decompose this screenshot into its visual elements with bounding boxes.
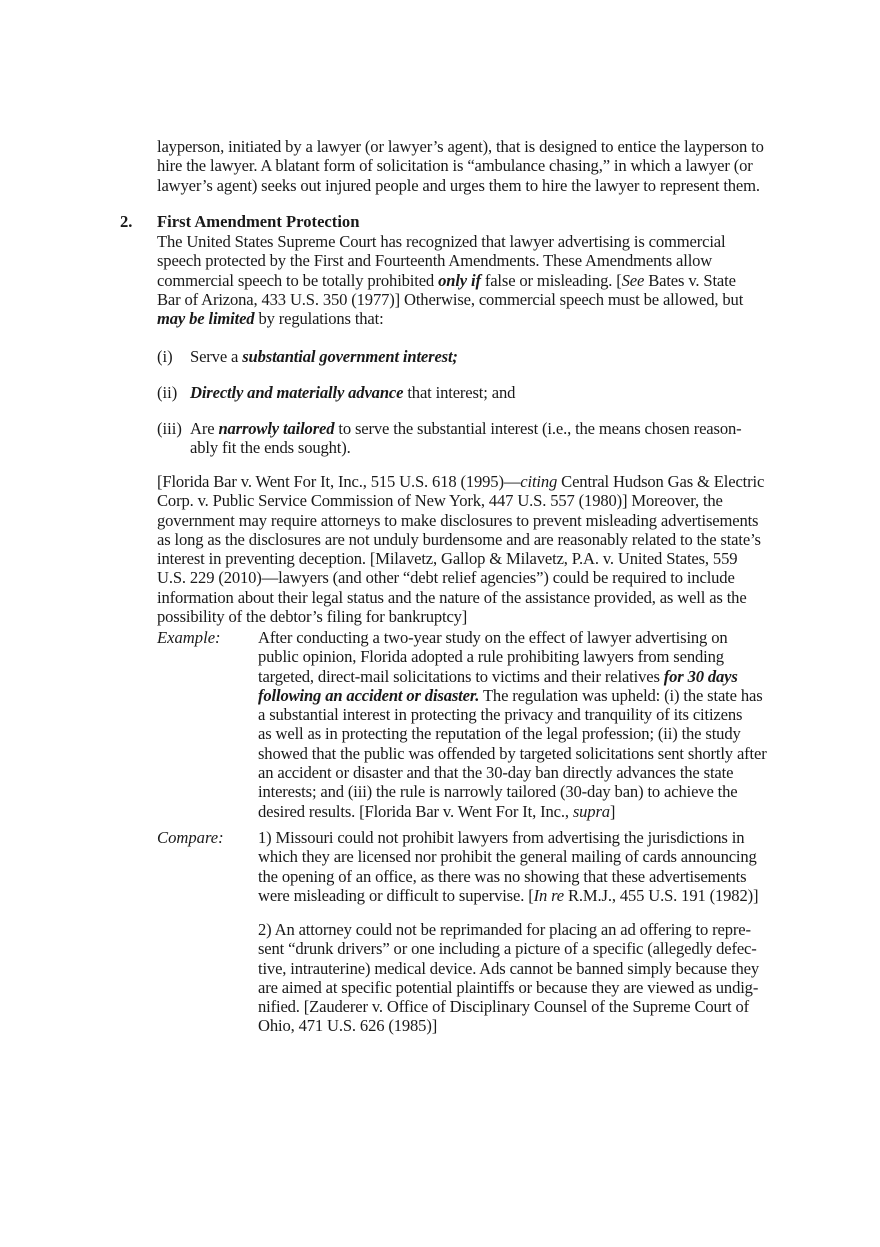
text-run: to serve the substantial interest (i.e., the means chosen reason- <box>334 419 742 438</box>
text-run: 2) An attorney could not be reprimanded for placing an ad offering to repre- <box>258 920 751 939</box>
text-line <box>258 782 767 801</box>
section-body <box>157 232 743 328</box>
text-run: R.M.J., 455 U.S. 191 (1982)] <box>564 885 759 905</box>
emphasized-text: narrowly tailored <box>218 419 335 438</box>
text-line <box>157 156 764 175</box>
text-line <box>258 724 767 743</box>
text-run: are aimed at specific potential plaintiffs or because they are viewed as undig- <box>258 977 759 997</box>
criterion-label: (iii) <box>157 419 182 438</box>
emphasized-text: for 30 days <box>663 666 738 686</box>
text-line <box>190 419 742 438</box>
emphasized-text: may be limited <box>157 309 255 329</box>
compare-item <box>258 828 758 905</box>
text-line <box>258 802 767 821</box>
text-line <box>157 309 743 328</box>
criterion-text <box>190 419 742 458</box>
text-line <box>157 137 764 156</box>
criterion-text <box>190 347 458 366</box>
text-line <box>157 176 764 195</box>
text-line <box>190 383 515 402</box>
text-run: the opening of an office, as there was no showing that these advertisements <box>258 866 747 886</box>
text-line <box>258 959 759 978</box>
text-line <box>258 705 767 724</box>
text-run: showed that the public was offended by targeted solicitations sent shortly after <box>258 743 767 763</box>
emphasized-text: following an accident or disaster. <box>258 685 480 705</box>
text-line <box>258 886 758 905</box>
text-run: a substantial interest in protecting the privacy and tranquility of its citizens <box>258 705 743 725</box>
text-run: Serve a <box>190 347 243 366</box>
emphasized-text: supra <box>572 801 610 821</box>
text-run: The United States Supreme Court has recognized that lawyer advertising is commercial <box>157 232 726 251</box>
text-run: lawyer’s agent) seeks out injured people and urges them to hire the lawyer to represent them. <box>157 175 760 195</box>
text-run: Bates v. State <box>644 270 736 290</box>
emphasized-text: See <box>621 270 645 290</box>
text-line <box>157 472 764 491</box>
text-run: U.S. 229 (2010)—lawyers (and other “debt relief agencies”) could be required to include <box>157 568 735 588</box>
example-label: Example: <box>157 628 221 647</box>
text-line <box>258 828 758 847</box>
section-title: First Amendment Protection <box>157 212 360 231</box>
text-run: by regulations that: <box>254 309 384 329</box>
criterion-label: (ii) <box>157 383 178 402</box>
emphasized-text: Directly and materially advance <box>190 383 404 402</box>
text-run: targeted, direct-mail solicitations to victims and their relatives <box>258 666 664 686</box>
text-line <box>157 232 743 251</box>
text-line <box>258 1016 759 1035</box>
text-run: tive, intrauterine) medical device. Ads cannot be banned simply because they <box>258 958 759 978</box>
citation-paragraph <box>157 472 764 626</box>
text-run: were misleading or difficult to supervise. [ <box>258 885 534 905</box>
text-run: [Florida Bar v. Went For It, Inc., 515 U.S. 618 (1995)— <box>157 472 521 491</box>
text-run: public opinion, Florida adopted a rule prohibiting lawyers from sending <box>258 647 724 667</box>
text-run: possibility of the debtor’s filing for bankruptcy] <box>157 607 468 627</box>
text-run: nified. [Zauderer v. Office of Disciplinary Counsel of the Supreme Court of <box>258 997 750 1017</box>
text-run: that interest; and <box>403 383 516 402</box>
text-line <box>157 511 764 530</box>
text-line <box>157 491 764 510</box>
text-line <box>157 588 764 607</box>
text-run: false or misleading. [ <box>480 270 622 290</box>
text-run: Corp. v. Public Service Commission of New York, 447 U.S. 557 (1980)] Moreover, the <box>157 491 723 511</box>
text-line <box>190 347 458 366</box>
compare-label: Compare: <box>157 828 224 847</box>
text-run: desired results. [Florida Bar v. Went For It, Inc., <box>258 801 573 821</box>
text-run: Bar of Arizona, 433 U.S. 350 (1977)] Otherwise, commercial speech must be allowed, but <box>157 289 744 309</box>
emphasized-text: only if <box>438 270 481 290</box>
section-number: 2. <box>120 212 133 231</box>
text-line <box>157 607 764 626</box>
text-run: layperson, initiated by a lawyer (or lawyer’s agent), that is designed to entice the layperson to <box>157 137 764 156</box>
intro-paragraph <box>157 137 764 195</box>
text-line <box>157 568 764 587</box>
text-run: ably fit the ends sought). <box>190 438 351 458</box>
compare-item <box>258 920 759 1036</box>
text-line <box>157 271 743 290</box>
text-run: which they are licensed nor prohibit the general mailing of cards announcing <box>258 847 757 867</box>
text-line <box>258 978 759 997</box>
text-line <box>258 686 767 705</box>
text-run: hire the lawyer. A blatant form of solicitation is “ambulance chasing,” in which a lawyer (or <box>157 156 753 176</box>
text-run: interests; and (iii) the rule is narrowly tailored (30-day ban) to achieve the <box>258 782 738 802</box>
text-run: as long as the disclosures are not unduly burdensome and are reasonably related to the state’s <box>157 529 761 549</box>
text-line <box>157 549 764 568</box>
text-run: commercial speech to be totally prohibited <box>157 270 439 290</box>
text-line <box>258 667 767 686</box>
text-run: sent “drunk drivers” or one including a picture of a specific (allegedly defec- <box>258 939 757 959</box>
text-run: After conducting a two-year study on the effect of lawyer advertising on <box>258 628 728 647</box>
text-line <box>157 251 743 270</box>
emphasized-text: substantial government interest; <box>242 347 458 366</box>
text-line <box>258 628 767 647</box>
text-run: Are <box>190 419 219 438</box>
text-line <box>258 920 759 939</box>
text-line <box>258 997 759 1016</box>
emphasized-text: In re <box>533 885 565 905</box>
example-text <box>258 628 767 821</box>
text-line <box>258 939 759 958</box>
text-line <box>258 647 767 666</box>
text-line <box>157 530 764 549</box>
text-run: an accident or disaster and that the 30-day ban directly advances the state <box>258 763 734 783</box>
emphasized-text: citing <box>520 472 558 491</box>
text-run: interest in preventing deception. [Milavetz, Gallop & Milavetz, P.A. v. United States, 559 <box>157 549 738 569</box>
text-run: Central Hudson Gas & Electric <box>557 472 765 491</box>
text-run: as well as in protecting the reputation of the legal profession; (ii) the study <box>258 724 741 744</box>
text-line <box>258 847 758 866</box>
criterion-text <box>190 383 515 402</box>
text-line <box>258 867 758 886</box>
text-line <box>258 763 767 782</box>
text-run: speech protected by the First and Fourteenth Amendments. These Amendments allow <box>157 251 713 271</box>
text-run: 1) Missouri could not prohibit lawyers from advertising the jurisdictions in <box>258 828 745 847</box>
text-line <box>157 290 743 309</box>
text-run: information about their legal status and the nature of the assistance provided, as well as the <box>157 587 747 607</box>
text-run: ] <box>609 801 616 821</box>
text-line <box>258 744 767 763</box>
text-line <box>190 438 742 457</box>
text-run: government may require attorneys to make disclosures to prevent misleading advertisements <box>157 510 759 530</box>
text-run: The regulation was upheld: (i) the state has <box>479 685 763 705</box>
text-run: Ohio, 471 U.S. 626 (1985)] <box>258 1016 438 1036</box>
criterion-label: (i) <box>157 347 173 366</box>
